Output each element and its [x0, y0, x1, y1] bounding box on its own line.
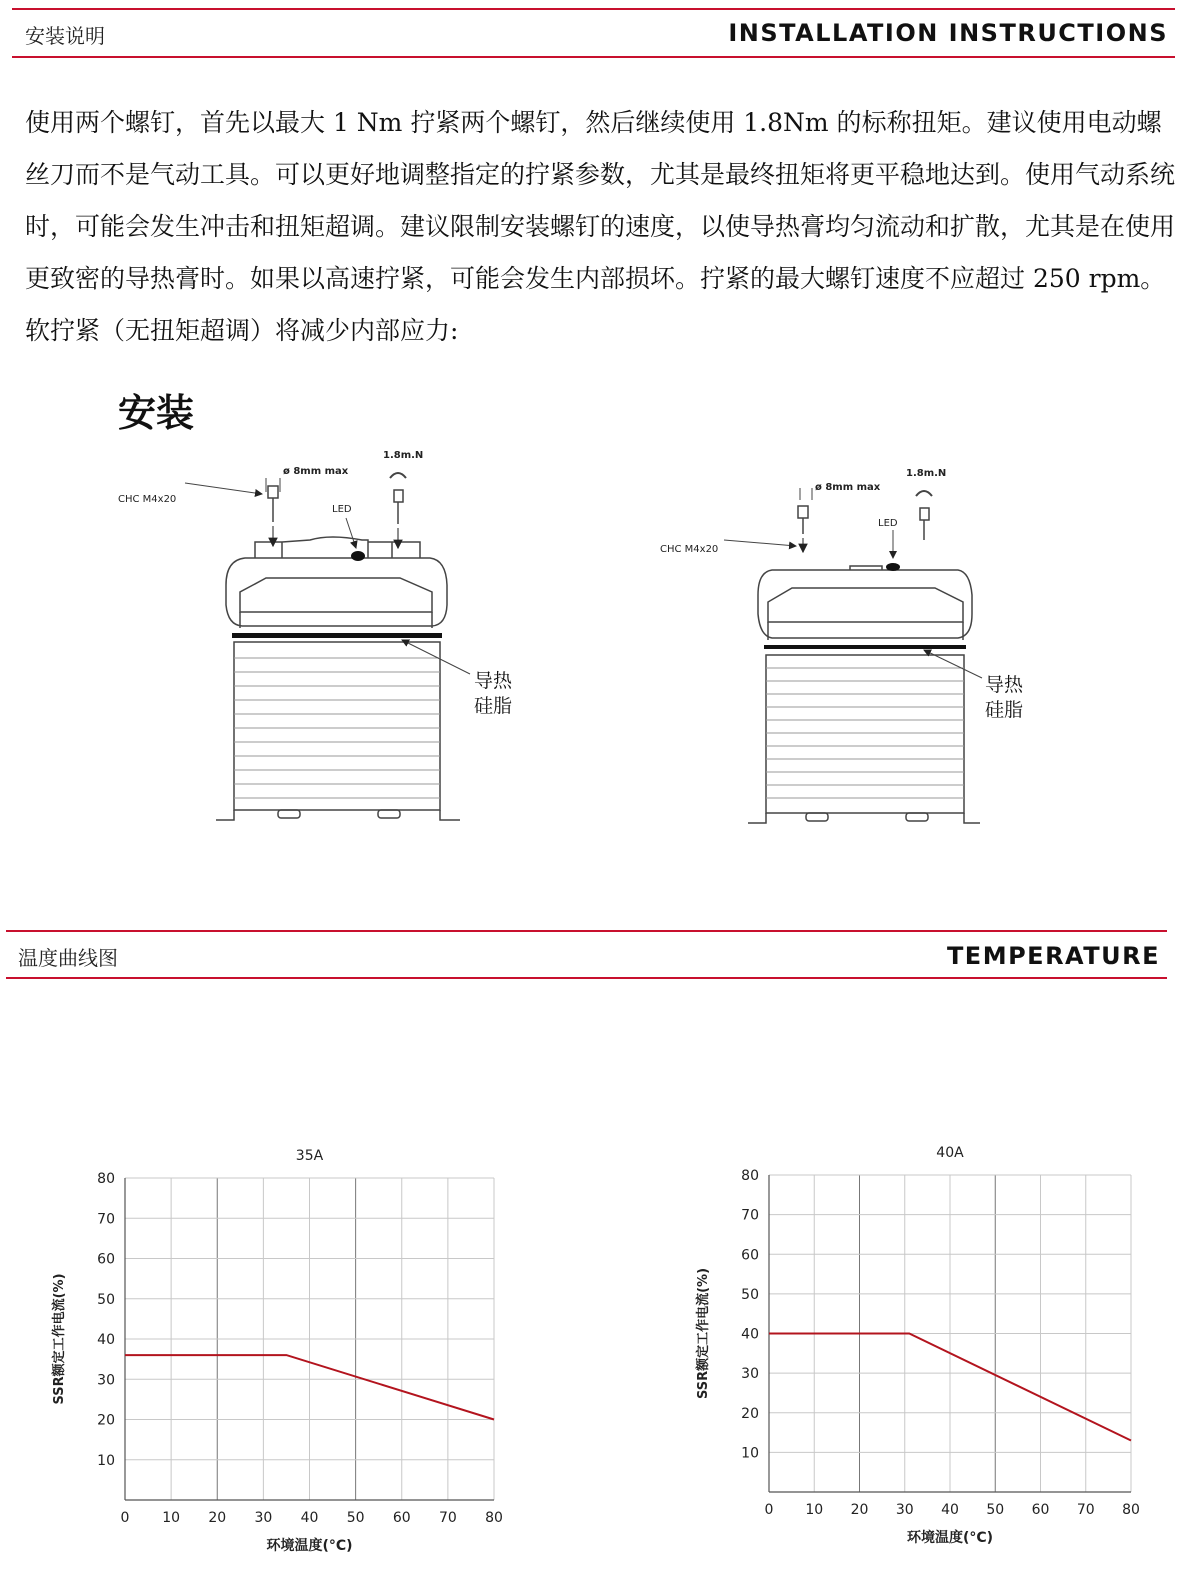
header2-cn-title: 温度曲线图	[18, 946, 118, 970]
install-heading: 安装	[118, 391, 195, 435]
x-axis-label: 环境温度(°C)	[906, 1530, 994, 1546]
diameter-label-left: ø 8mm max	[283, 466, 349, 477]
x-tick-label: 30	[254, 1510, 273, 1526]
chart-40a	[600, 1130, 1200, 1570]
header2-en-title: TEMPERATURE	[946, 942, 1160, 970]
x-tick-label: 40	[941, 1502, 959, 1518]
thermal-grease-left	[232, 633, 442, 638]
x-tick-label: 20	[208, 1510, 227, 1526]
y-tick-label: 50	[741, 1286, 759, 1303]
y-tick-label: 40	[97, 1332, 115, 1348]
y-tick-label: 30	[741, 1366, 759, 1383]
y-tick-label: 20	[741, 1405, 759, 1422]
led-right	[886, 563, 900, 571]
torque-label-left: 1.8m.N	[383, 450, 424, 461]
x-tick-label: 10	[805, 1502, 824, 1518]
installation-diagrams	[0, 440, 1200, 860]
grease-label-left-1: 导热	[474, 670, 513, 692]
x-tick-label: 50	[346, 1510, 365, 1526]
grease-label-right-1: 导热	[985, 674, 1024, 696]
x-tick-label: 80	[485, 1510, 503, 1526]
header2-top-rule	[6, 930, 1167, 932]
y-tick-label: 70	[97, 1211, 115, 1228]
header-cn-title: 安装说明	[25, 24, 105, 48]
screw-label-left: CHC M4x20	[118, 494, 177, 505]
y-tick-label: 40	[741, 1326, 759, 1343]
y-tick-label: 30	[97, 1372, 115, 1389]
y-tick-label: 80	[741, 1168, 759, 1184]
installation-paragraph: 使用两个螺钉，首先以最大 1 Nm 拧紧两个螺钉，然后继续使用 1.8Nm 的标称扭矩。建议使用电动螺丝刀而不是气动工具。可以更好地调整指定的拧紧参数，尤其是最终扭矩将更平稳地达到。使用气动系统时，可能会发生冲击和扭矩超调。建议限制安装螺钉的速度，以使导热膏均匀流动和扩散，尤其是在使用更致密的导热膏时。如果以高速拧紧，可能会发生内部损坏。拧紧的最大螺钉速度不应超过 250 rpm。软拧紧（无扭矩超调）将减少内部应力:	[25, 108, 1176, 345]
x-tick-label: 0	[764, 1502, 774, 1518]
header-en-title: INSTALLATION INSTRUCTIONS	[728, 19, 1168, 47]
header-top-rule	[12, 8, 1175, 10]
chart-title: 35A	[295, 1148, 324, 1164]
x-tick-label: 70	[438, 1510, 457, 1526]
heatsink-right	[766, 655, 964, 813]
x-tick-label: 80	[1122, 1502, 1140, 1518]
y-tick-label: 70	[741, 1207, 759, 1224]
x-tick-label: 60	[1031, 1502, 1050, 1518]
x-tick-label: 70	[1076, 1502, 1095, 1518]
x-tick-label: 60	[392, 1510, 411, 1526]
y-tick-label: 50	[97, 1291, 115, 1308]
y-axis-label: SSR额定工作电流(%)	[696, 1267, 711, 1400]
led-label-left: LED	[332, 504, 352, 515]
thermal-grease-right	[764, 645, 966, 649]
chart-title: 40A	[936, 1145, 964, 1161]
y-tick-label: 60	[741, 1247, 759, 1264]
y-tick-label: 20	[97, 1412, 115, 1429]
y-tick-label: 60	[97, 1251, 115, 1268]
x-tick-label: 0	[120, 1510, 130, 1526]
x-tick-label: 30	[895, 1502, 914, 1518]
diagram-left	[185, 473, 470, 820]
x-tick-label: 40	[300, 1510, 319, 1526]
x-axis-label: 环境温度(°C)	[266, 1538, 353, 1554]
heatsink-left	[234, 642, 440, 810]
x-tick-label: 50	[986, 1502, 1005, 1518]
grease-label-left-2: 硅脂	[474, 695, 513, 717]
led-label-right: LED	[878, 518, 898, 529]
chart-35a	[0, 1130, 580, 1570]
x-tick-label: 10	[162, 1510, 181, 1526]
header-bottom-rule	[12, 56, 1175, 58]
y-tick-label: 10	[741, 1445, 759, 1462]
grease-label-right-2: 硅脂	[985, 699, 1024, 721]
diameter-label-right: ø 8mm max	[815, 482, 881, 493]
y-axis-label: SSR额定工作电流(%)	[52, 1273, 67, 1405]
y-tick-label: 10	[97, 1452, 115, 1469]
led-left	[351, 551, 365, 561]
y-tick-label: 80	[97, 1171, 115, 1187]
screw-label-right: CHC M4x20	[660, 544, 719, 555]
diagram-right	[724, 488, 982, 823]
torque-label-right: 1.8m.N	[906, 468, 947, 479]
header2-bottom-rule	[6, 977, 1167, 979]
x-tick-label: 20	[850, 1502, 869, 1518]
